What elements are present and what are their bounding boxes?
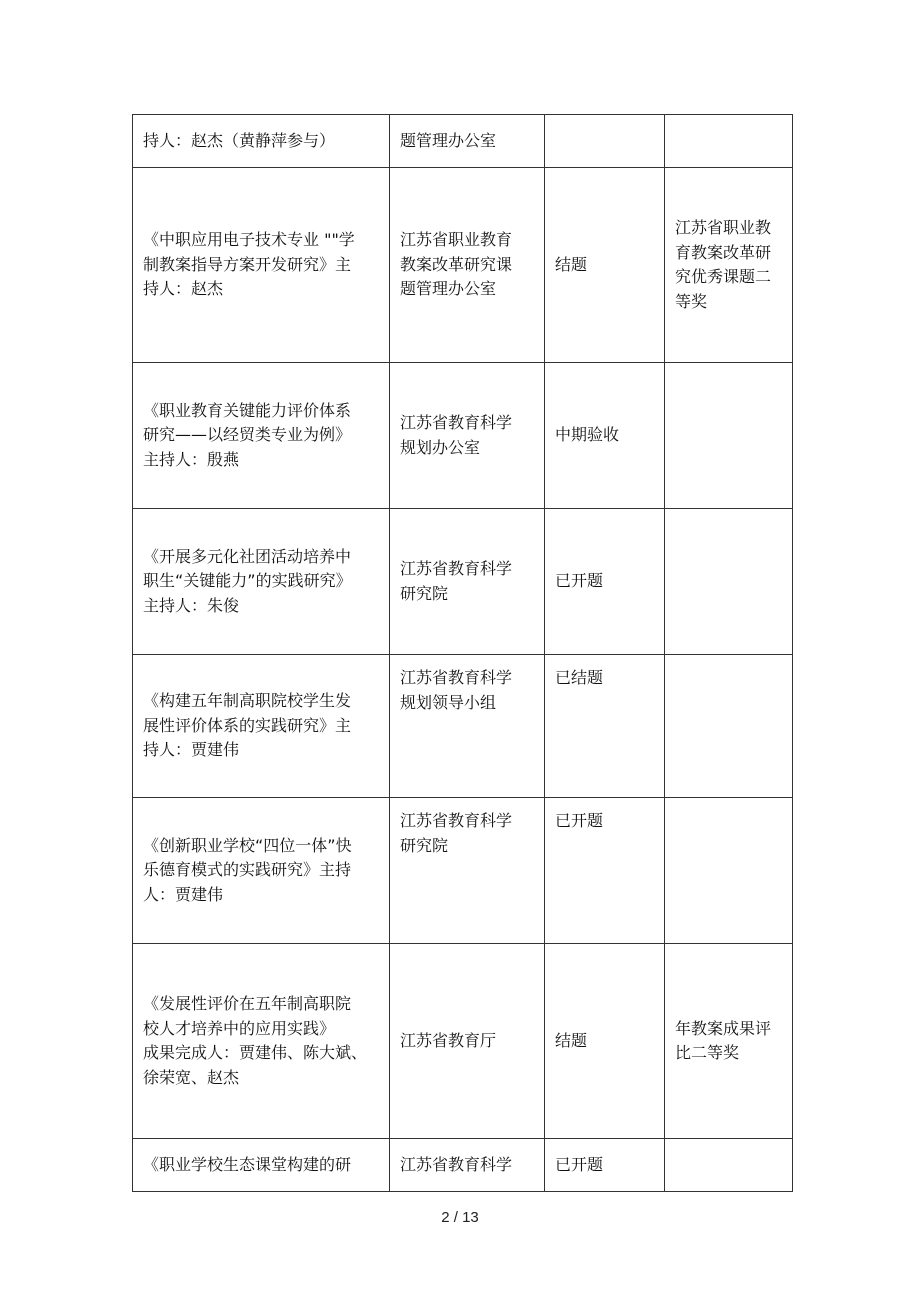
issuer-cell	[390, 655, 545, 798]
award-cell	[665, 509, 793, 655]
page-number: 2 / 13	[441, 1209, 479, 1226]
project-cell	[133, 363, 390, 509]
status-cell	[545, 655, 665, 798]
award-cell	[665, 1139, 793, 1192]
issuer-cell	[390, 509, 545, 655]
issuer-cell	[390, 363, 545, 509]
project-text: 《职业教育关键能力评价体系 研究——以经贸类专业为例》 主持人：殷燕	[143, 400, 352, 469]
table-row	[133, 363, 793, 509]
issuer-text: 江苏省教育科学 规划领导小组	[400, 668, 513, 712]
issuer-text: 江苏省教育科学	[400, 1154, 513, 1174]
table-row	[133, 115, 793, 168]
award-cell	[665, 168, 793, 363]
issuer-cell	[390, 798, 545, 944]
project-text: 《开展多元化社团活动培养中 职生“关键能力”的实践研究》 主持人：朱俊	[143, 546, 352, 615]
table-row	[133, 1139, 793, 1192]
status-text: 已开题	[555, 571, 604, 591]
project-cell	[133, 115, 390, 168]
status-cell	[545, 115, 665, 168]
issuer-text: 江苏省职业教育 教案改革研究课 题管理办公室	[400, 230, 513, 299]
project-cell	[133, 1139, 390, 1192]
award-cell	[665, 944, 793, 1139]
project-text: 《构建五年制高职院校学生发 展性评价体系的实践研究》主 持人：贾建伟	[143, 691, 352, 760]
status-text: 结题	[555, 1030, 588, 1050]
award-cell	[665, 115, 793, 168]
status-cell	[545, 363, 665, 509]
table-row	[133, 168, 793, 363]
issuer-text: 题管理办公室	[400, 130, 497, 150]
issuer-text: 江苏省教育科学 研究院	[400, 559, 513, 603]
table-row	[133, 509, 793, 655]
project-text: 《中职应用电子技术专业 ""学 制教案指导方案开发研究》主 持人：赵杰	[143, 230, 355, 299]
table-row	[133, 655, 793, 798]
project-cell	[133, 944, 390, 1139]
award-text: 年教案成果评 比二等奖	[675, 1018, 772, 1062]
project-cell	[133, 798, 390, 944]
project-text: 《职业学校生态课堂构建的研	[143, 1154, 352, 1174]
status-text: 已结题	[555, 668, 604, 687]
project-text: 持人：赵杰（黄静萍参与）	[143, 130, 336, 150]
award-cell	[665, 363, 793, 509]
project-cell	[133, 509, 390, 655]
table-row	[133, 798, 793, 944]
status-cell	[545, 168, 665, 363]
status-cell	[545, 944, 665, 1139]
status-cell	[545, 1139, 665, 1192]
project-cell	[133, 655, 390, 798]
award-text: 江苏省职业教 育教案改革研 究优秀课题二 等奖	[675, 218, 772, 311]
table-row	[133, 944, 793, 1139]
status-text: 结题	[555, 254, 588, 274]
research-projects-table	[132, 114, 793, 1192]
issuer-text: 江苏省教育厅	[400, 1030, 497, 1050]
issuer-cell	[390, 1139, 545, 1192]
project-text: 《发展性评价在五年制高职院 校人才培养中的应用实践》 成果完成人：贾建伟、陈大斌、 徐荣宽、赵杰	[143, 994, 368, 1087]
status-text: 中期验收	[555, 425, 620, 445]
project-cell	[133, 168, 390, 363]
issuer-cell	[390, 944, 545, 1139]
issuer-text: 江苏省教育科学 研究院	[400, 811, 513, 855]
status-text: 已开题	[555, 1154, 604, 1174]
project-text: 《创新职业学校“四位一体”快 乐德育模式的实践研究》主持 人：贾建伟	[143, 835, 352, 904]
status-cell	[545, 509, 665, 655]
status-cell	[545, 798, 665, 944]
award-cell	[665, 798, 793, 944]
issuer-cell	[390, 115, 545, 168]
issuer-cell	[390, 168, 545, 363]
award-cell	[665, 655, 793, 798]
issuer-text: 江苏省教育科学 规划办公室	[400, 413, 513, 457]
status-text: 已开题	[555, 811, 604, 830]
